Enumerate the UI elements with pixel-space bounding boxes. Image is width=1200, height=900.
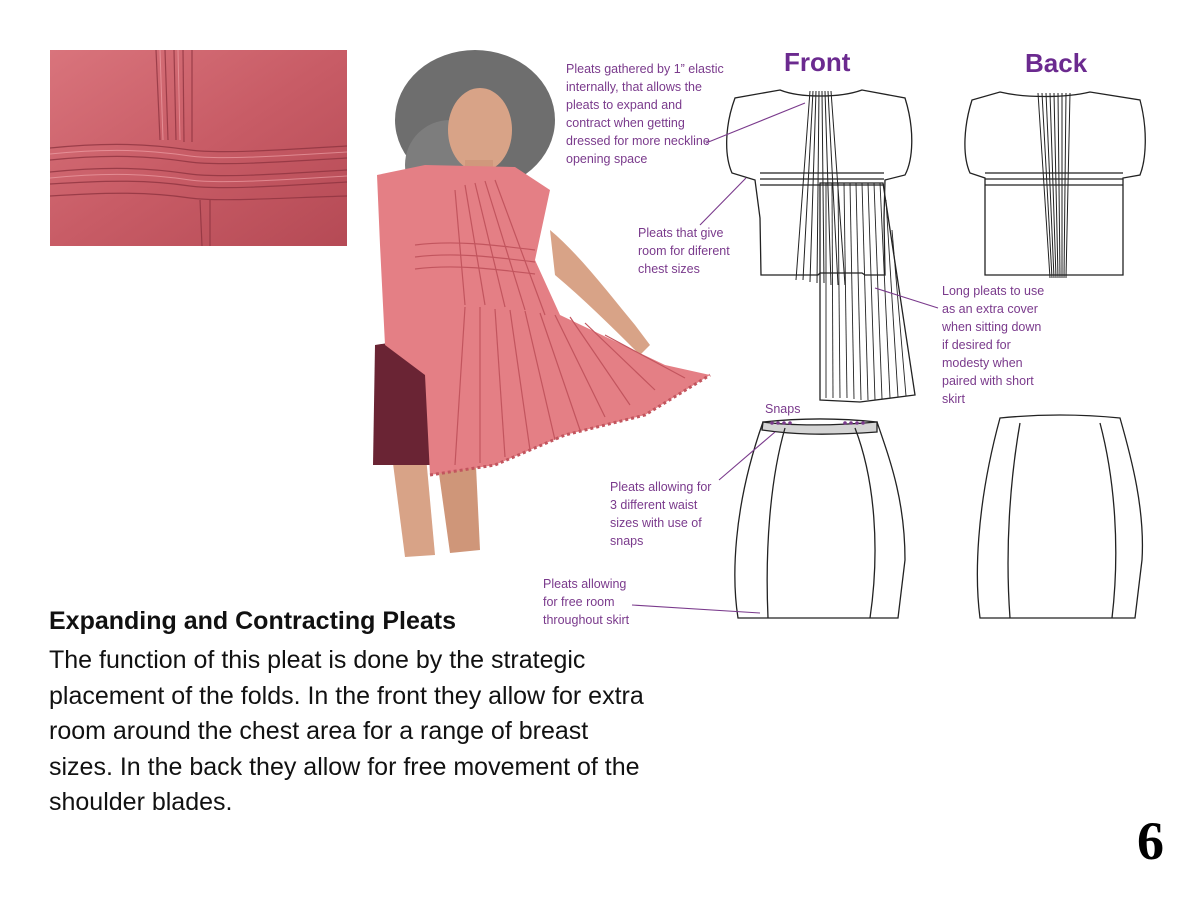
section-body: The function of this pleat is done by the strategic placement of the folds. In the front they allow for extra room around the chest area for a range of breast sizes. In the back they allow for free movement of the shoulder blades. xyxy=(49,646,644,816)
annotation-waist: Pleats allowing for 3 different waist sizes with use of snaps xyxy=(610,480,712,548)
front-label: Front xyxy=(784,47,851,77)
annotation-chest: Pleats that give room for diferent chest sizes xyxy=(638,226,730,276)
back-skirt-flat xyxy=(977,415,1142,618)
back-top-flat xyxy=(965,92,1145,278)
pleat-swatch-photo xyxy=(50,50,347,246)
page-number: 6 xyxy=(1137,811,1164,871)
annotation-snaps: Snaps xyxy=(765,402,801,416)
front-skirt-flat xyxy=(735,419,905,618)
annotation-skirt-room: Pleats allowing for free room throughout skirt xyxy=(543,577,630,627)
back-label: Back xyxy=(1025,48,1088,78)
annotation-elastic: Pleats gathered by 1” elastic internally, that allows the pleats to expand and contract when getting dressed for more neckline opening space xyxy=(566,62,724,166)
annotation-long-pleats: Long pleats to use as an extra cover when sitting down if desired for modesty when paired with short skirt xyxy=(942,284,1045,406)
section-heading: Expanding and Contracting Pleats xyxy=(49,607,456,635)
